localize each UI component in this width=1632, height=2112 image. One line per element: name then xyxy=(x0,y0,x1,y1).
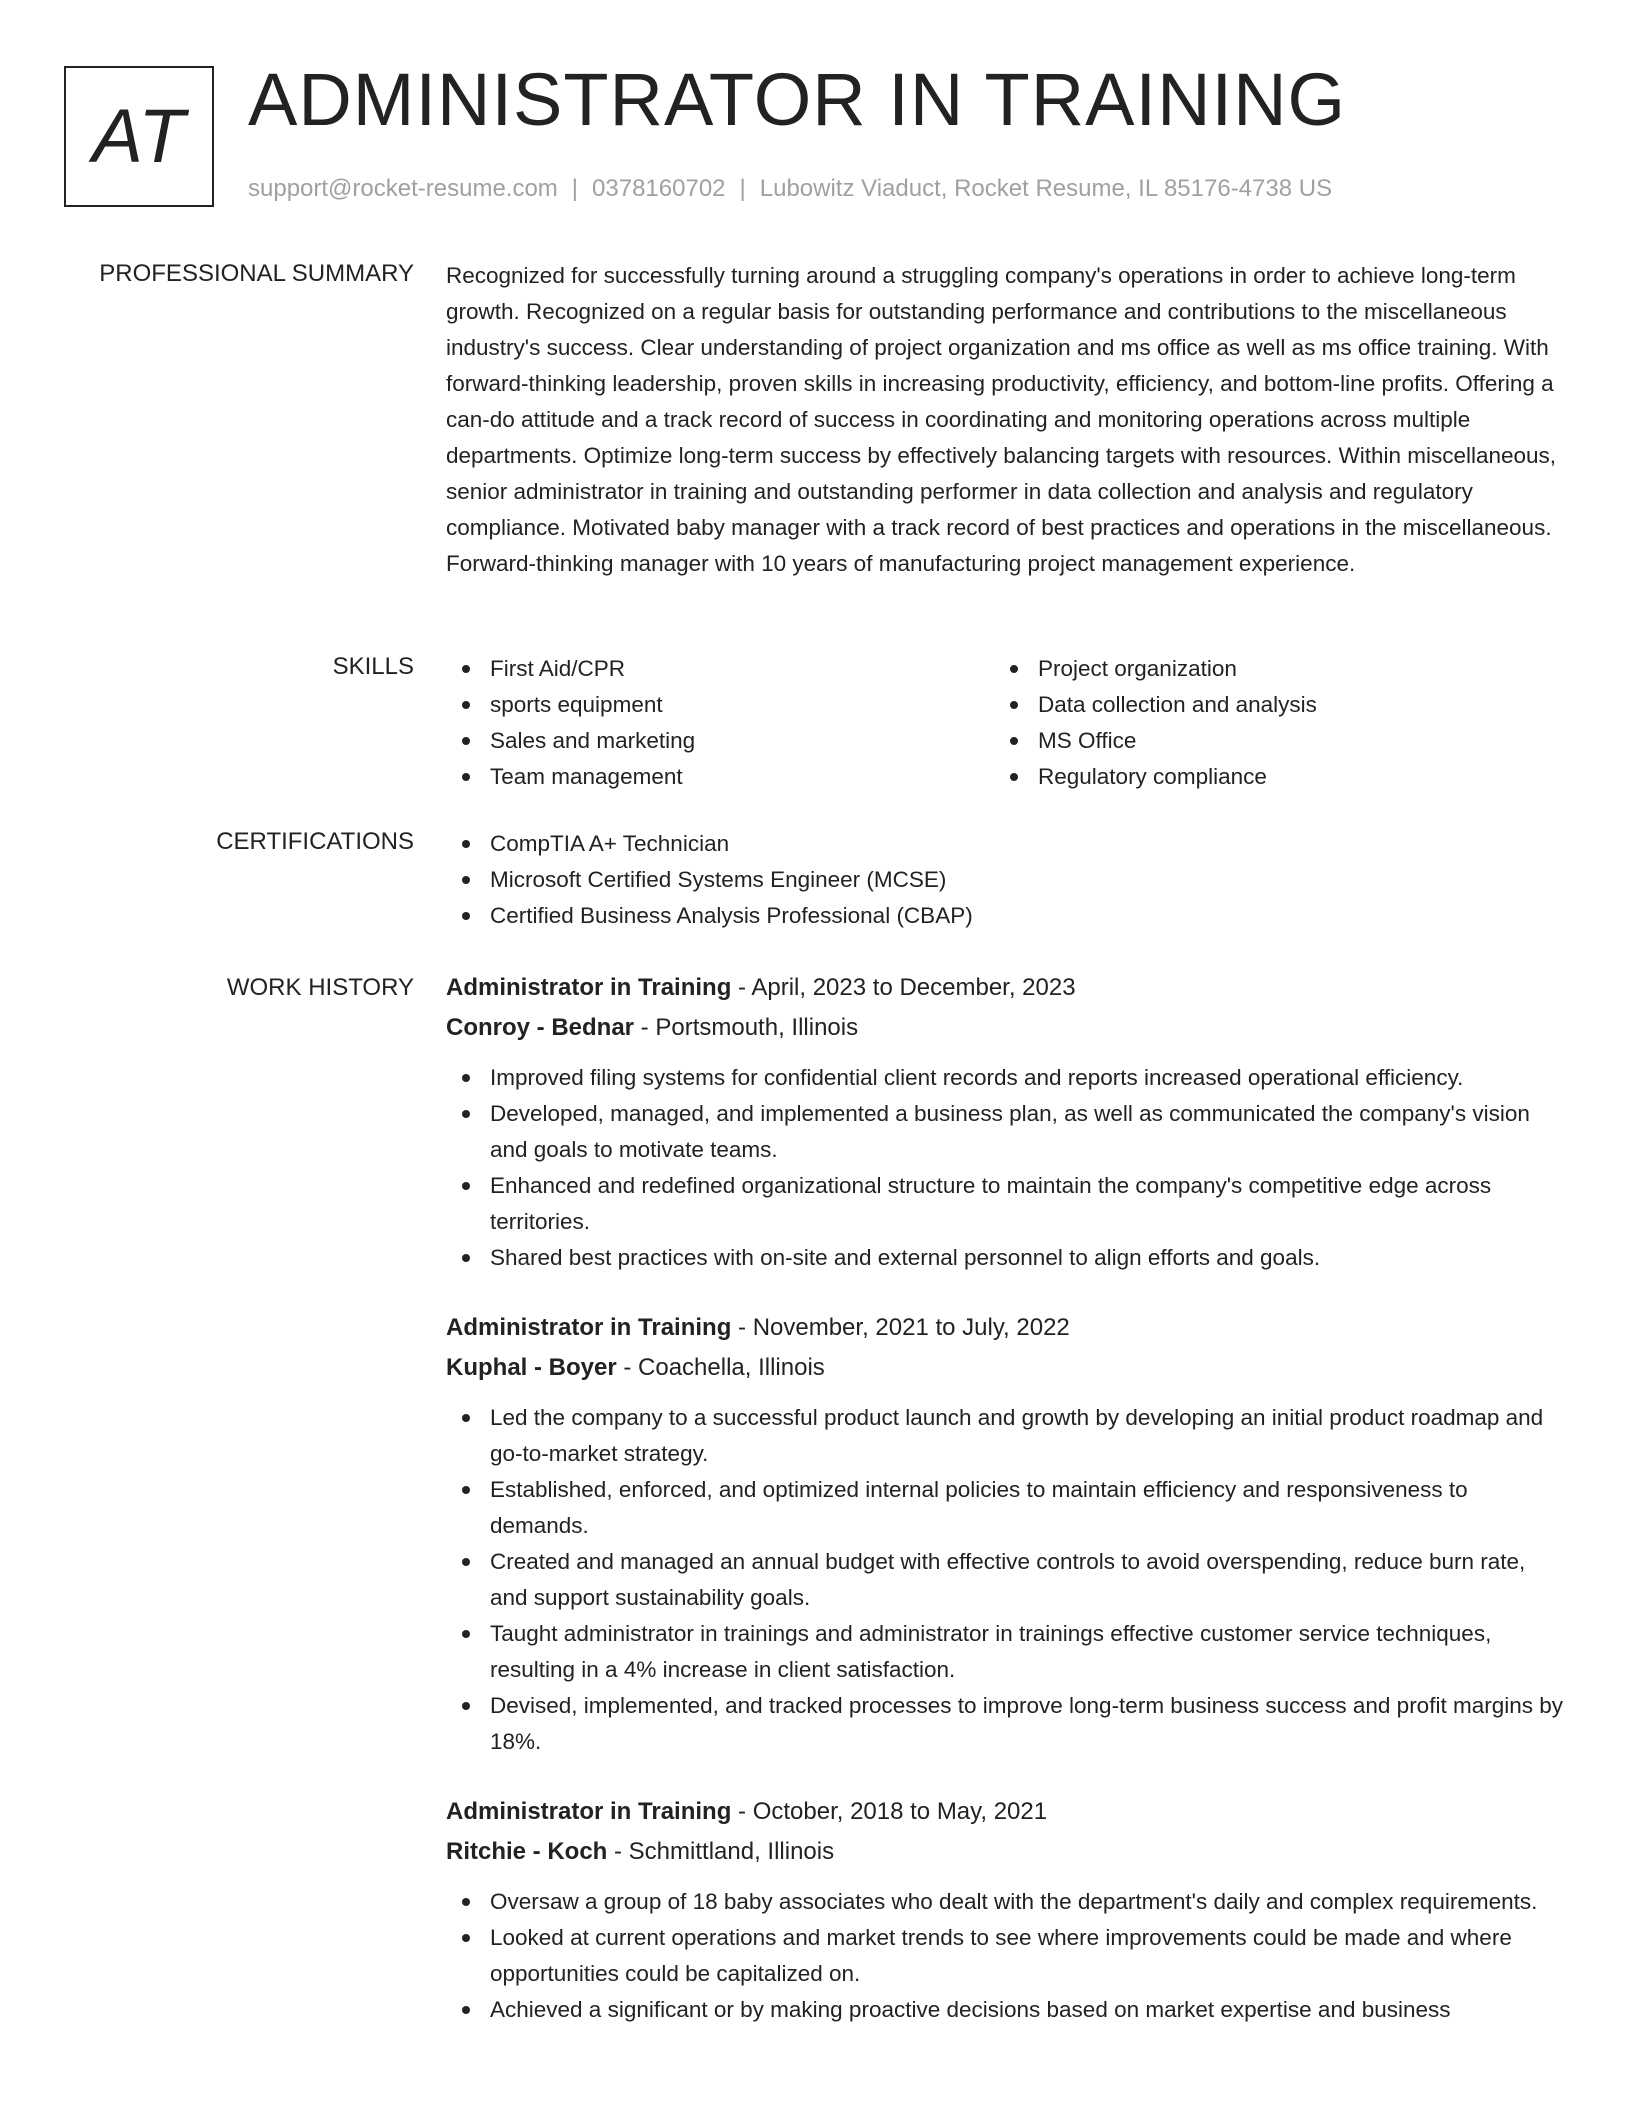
contact-separator: | xyxy=(739,175,746,202)
work-history-body xyxy=(446,968,1566,2060)
list-item: Team management xyxy=(446,759,994,795)
job-title-line xyxy=(446,1308,1566,1348)
list-item: Established, enforced, and optimized internal policies to maintain efficiency and responsiveness to demands. xyxy=(446,1472,1566,1544)
section-label-skills: SKILLS xyxy=(332,653,414,680)
job-entry xyxy=(446,1792,1566,2028)
list-item: Taught administrator in trainings and administrator in trainings effective customer service techniques, resulting in a 4% increase in client satisfaction. xyxy=(446,1616,1566,1688)
initials: AT xyxy=(92,94,186,179)
job-dates: - October, 2018 to May, 2021 xyxy=(731,1798,1048,1825)
list-item: CompTIA A+ Technician xyxy=(446,826,1566,862)
job-location: - Coachella, Illinois xyxy=(616,1354,825,1381)
job-company: Kuphal - Boyer xyxy=(446,1354,617,1381)
section-label-work-history: WORK HISTORY xyxy=(226,974,414,1001)
monogram-logo xyxy=(64,66,214,207)
list-item: Enhanced and redefined organizational structure to maintain the company's competitive edge across territories. xyxy=(446,1168,1566,1240)
list-item: Devised, implemented, and tracked processes to improve long-term business success and profit margins by 18%. xyxy=(446,1688,1566,1760)
skills-list-right xyxy=(994,651,1542,795)
job-company-line xyxy=(446,1008,1566,1048)
summary-text: Recognized for successfully turning around a struggling company's operations in order to achieve long-term growth. Recognized on a regular basis for outstanding performance and contributions to the miscellaneous industry's success. Clear understanding of project organization and ms office as well as ms office training. With forward-thinking leadership, proven skills in increasing productivity, efficiency, and bottom-line profits. Offering a can-do attitude and a track record of success in coordinating and monitoring operations across multiple departments. Optimize long-term success by effectively balancing targets with resources. Within miscellaneous, senior administrator in training and outstanding performer in data collection and analysis and regulatory compliance. Motivated baby manager with a track record of best practices and operations in the miscellaneous. Forward-thinking manager with 10 years of manufacturing project management experience. xyxy=(446,263,1557,576)
list-item: Project organization xyxy=(994,651,1542,687)
list-item: Certified Business Analysis Professional (CBAP) xyxy=(446,898,1566,934)
list-item: Data collection and analysis xyxy=(994,687,1542,723)
list-item: Developed, managed, and implemented a business plan, as well as communicated the company's vision and goals to motivate teams. xyxy=(446,1096,1566,1168)
list-item: Achieved a significant or by making proactive decisions based on market expertise and business xyxy=(446,1992,1566,2028)
job-title-line xyxy=(446,968,1566,1008)
contact-line xyxy=(248,174,1332,204)
list-item: Led the company to a successful product launch and growth by developing an initial product roadmap and go-to-market strategy. xyxy=(446,1400,1566,1472)
section-label-summary: PROFESSIONAL SUMMARY xyxy=(99,260,414,287)
contact-address: Lubowitz Viaduct, Rocket Resume, IL 85176-4738 US xyxy=(759,175,1333,202)
list-item: Microsoft Certified Systems Engineer (MCSE) xyxy=(446,862,1566,898)
job-location: - Schmittland, Illinois xyxy=(607,1838,835,1865)
list-item: sports equipment xyxy=(446,687,994,723)
job-dates: - April, 2023 to December, 2023 xyxy=(731,974,1076,1001)
list-item: Regulatory compliance xyxy=(994,759,1542,795)
page-title: ADMINISTRATOR IN TRAINING xyxy=(248,58,1347,141)
skills-body xyxy=(446,651,1566,795)
job-bullets xyxy=(446,1060,1566,1276)
job-title: Administrator in Training xyxy=(446,1314,732,1341)
job-title: Administrator in Training xyxy=(446,1798,732,1825)
job-company: Conroy - Bednar xyxy=(446,1014,635,1041)
contact-phone[interactable]: 0378160702 xyxy=(592,175,726,202)
list-item: First Aid/CPR xyxy=(446,651,994,687)
job-location: - Portsmouth, Illinois xyxy=(634,1014,859,1041)
list-item: Improved filing systems for confidential client records and reports increased operational efficiency. xyxy=(446,1060,1566,1096)
job-company: Ritchie - Koch xyxy=(446,1838,608,1865)
section-label-certifications: CERTIFICATIONS xyxy=(216,828,414,855)
list-item: Looked at current operations and market trends to see where improvements could be made and where opportunities could be capitalized on. xyxy=(446,1920,1566,1992)
contact-separator: | xyxy=(571,175,579,202)
skills-list-left xyxy=(446,651,994,795)
certifications-body xyxy=(446,826,1566,934)
list-item: Created and managed an annual budget with effective controls to avoid overspending, reduce burn rate, and support sustainability goals. xyxy=(446,1544,1566,1616)
job-entry xyxy=(446,1308,1566,1760)
job-company-line xyxy=(446,1832,1566,1872)
contact-email[interactable]: support@rocket-resume.com xyxy=(248,175,558,202)
summary-body xyxy=(446,258,1566,582)
job-company-line xyxy=(446,1348,1566,1388)
job-bullets xyxy=(446,1400,1566,1760)
job-title: Administrator in Training xyxy=(446,974,732,1001)
list-item: Shared best practices with on-site and external personnel to align efforts and goals. xyxy=(446,1240,1566,1276)
certifications-list xyxy=(446,826,1566,934)
job-entry xyxy=(446,968,1566,1276)
list-item: Oversaw a group of 18 baby associates who dealt with the department's daily and complex requirements. xyxy=(446,1884,1566,1920)
list-item: Sales and marketing xyxy=(446,723,994,759)
job-title-line xyxy=(446,1792,1566,1832)
job-bullets xyxy=(446,1884,1566,2028)
job-dates: - November, 2021 to July, 2022 xyxy=(731,1314,1070,1341)
list-item: MS Office xyxy=(994,723,1542,759)
